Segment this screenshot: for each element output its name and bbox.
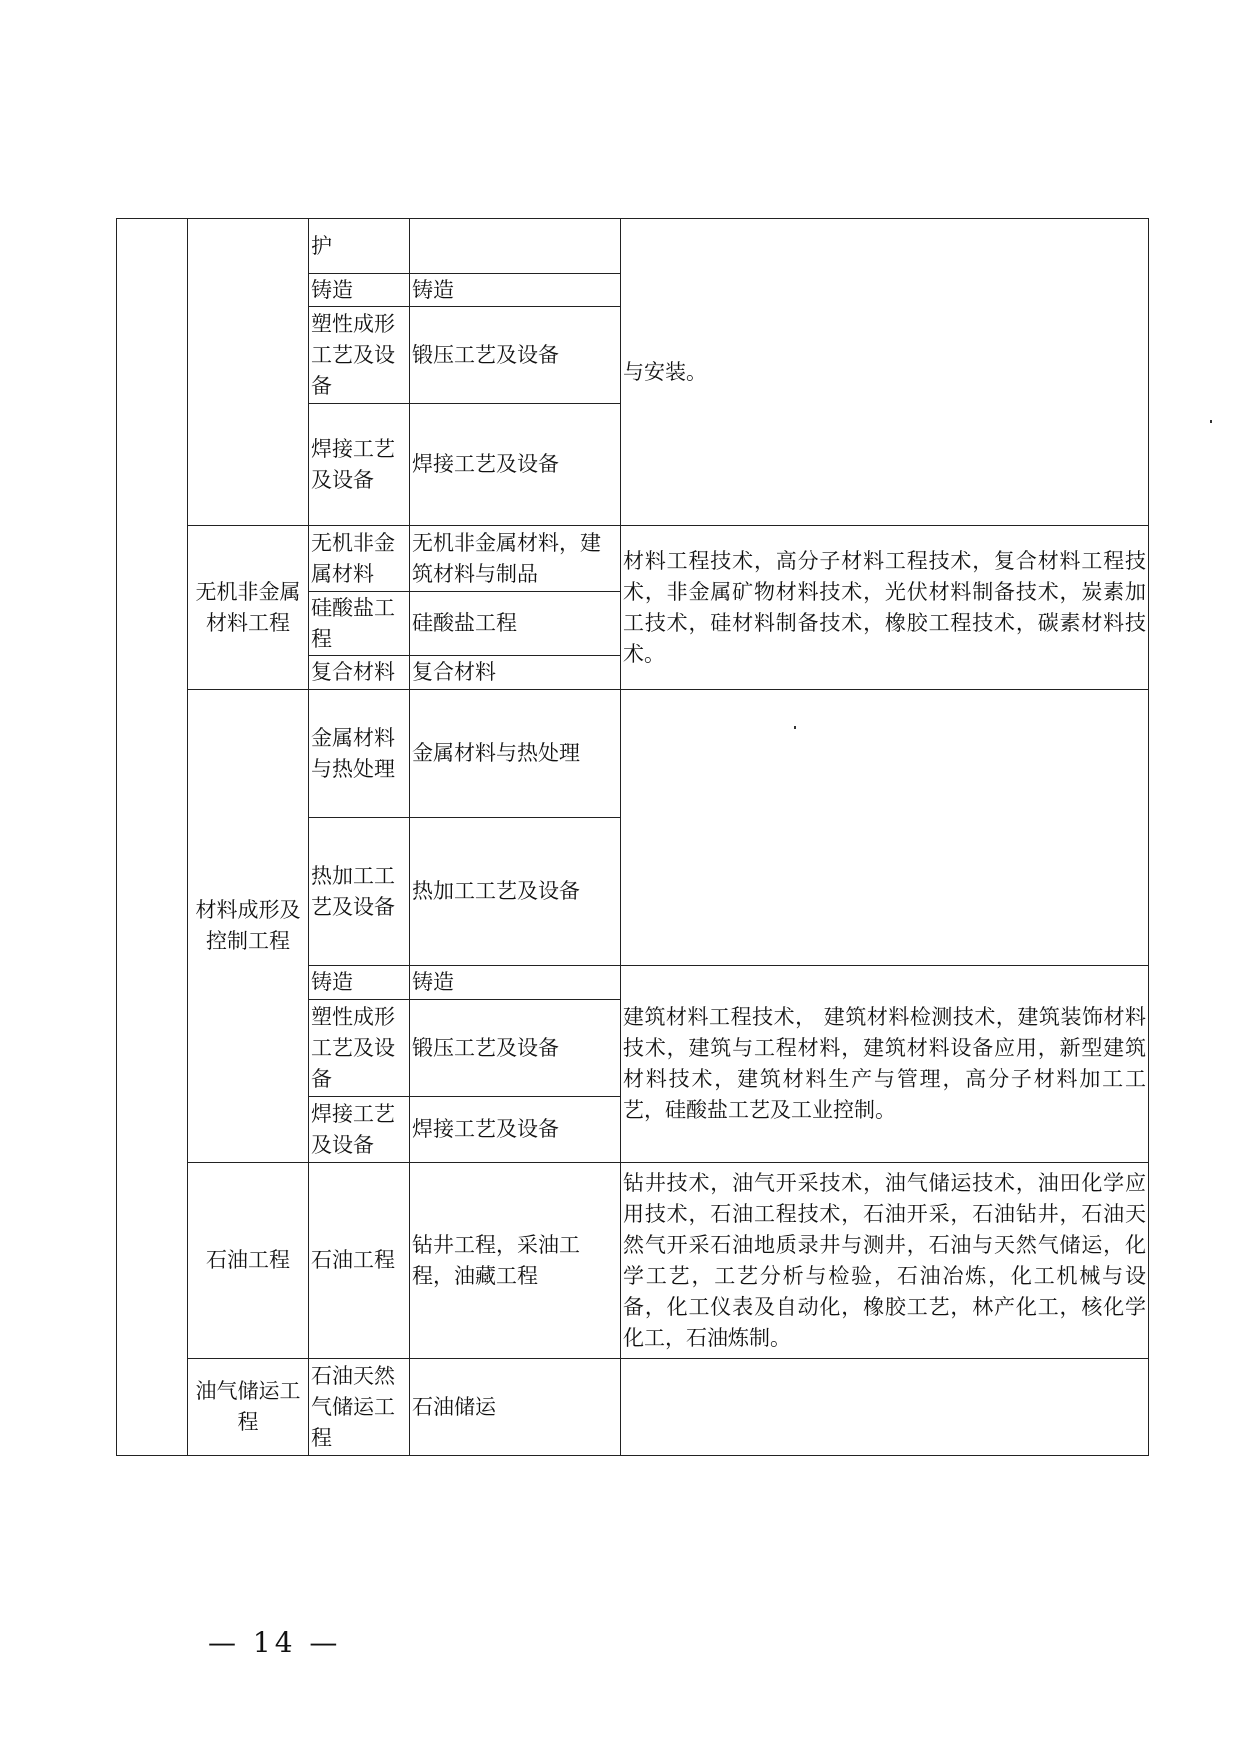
vocational-major-cell [621, 1359, 1149, 1456]
major-catalog-table [116, 218, 1149, 1456]
course-cell: 热加工工艺及设备 [410, 818, 621, 966]
table-row [117, 1163, 1149, 1359]
related-major-cell: 焊接工艺及设备 [309, 1097, 410, 1163]
vocational-major-cell [621, 690, 1149, 966]
course-cell: 锻压工艺及设备 [410, 307, 621, 404]
course-cell: 无机非金属材料，建筑材料与制品 [410, 526, 621, 592]
course-cell: 石油储运 [410, 1359, 621, 1456]
table-row [117, 526, 1149, 592]
related-major-cell: 金属材料与热处理 [309, 690, 410, 818]
course-cell: 铸造 [410, 966, 621, 1000]
vocational-major-cell: 钻井技术，油气开采技术，油气储运技术，油田化学应用技术，石油工程技术，石油开采，石油钻井，石油天然气开采石油地质录井与测井，石油与天然气储运，化学工艺，工艺分析与检验，石油冶炼，化工机械与设备，化工仪表及自动化，橡胶工艺，林产化工，核化学化工，石油炼制。 [621, 1163, 1149, 1359]
related-major-cell: 铸造 [309, 966, 410, 1000]
table-row [117, 1359, 1149, 1456]
table-row [117, 690, 1149, 818]
scan-speck [1210, 420, 1212, 423]
course-cell: 焊接工艺及设备 [410, 404, 621, 526]
related-major-cell: 塑性成形工艺及设备 [309, 307, 410, 404]
course-cell: 硅酸盐工程 [410, 592, 621, 656]
related-major-cell: 热加工工艺及设备 [309, 818, 410, 966]
related-major-cell: 石油工程 [309, 1163, 410, 1359]
related-major-cell: 塑性成形工艺及设备 [309, 1000, 410, 1097]
related-major-cell: 焊接工艺及设备 [309, 404, 410, 526]
major-cell: 油气储运工程 [188, 1359, 309, 1456]
related-major-cell: 铸造 [309, 274, 410, 307]
course-cell: 金属材料与热处理 [410, 690, 621, 818]
major-cell: 材料成形及控制工程 [188, 690, 309, 1163]
related-major-cell: 硅酸盐工程 [309, 592, 410, 656]
page-number: — 14 — [208, 1626, 342, 1659]
course-cell: 钻井工程，采油工程，油藏工程 [410, 1163, 621, 1359]
course-cell: 锻压工艺及设备 [410, 1000, 621, 1097]
major-cell: 无机非金属材料工程 [188, 526, 309, 690]
major-cell [188, 219, 309, 526]
vocational-major-cell: 建筑材料工程技术， 建筑材料检测技术，建筑装饰材料技术，建筑与工程材料，建筑材料设备应用，新型建筑材料技术，建筑材料生产与管理，高分子材料加工工艺，硅酸盐工艺及工业控制。 [621, 966, 1149, 1163]
course-cell: 复合材料 [410, 656, 621, 690]
related-major-cell: 无机非金属材料 [309, 526, 410, 592]
course-cell: 铸造 [410, 274, 621, 307]
related-major-cell: 石油天然气储运工程 [309, 1359, 410, 1456]
related-major-cell: 护 [309, 219, 410, 274]
related-major-cell: 复合材料 [309, 656, 410, 690]
category-cell [117, 219, 188, 1456]
vocational-major-cell: 材料工程技术，高分子材料工程技术，复合材料工程技术，非金属矿物材料技术，光伏材料制备技术，炭素加工技术，硅材料制备技术，橡胶工程技术，碳素材料技术。 [621, 526, 1149, 690]
vocational-major-cell: 与安装。 [621, 219, 1149, 526]
major-cell: 石油工程 [188, 1163, 309, 1359]
course-cell [410, 219, 621, 274]
course-cell: 焊接工艺及设备 [410, 1097, 621, 1163]
table-row [117, 219, 1149, 274]
scan-speck [794, 726, 796, 729]
